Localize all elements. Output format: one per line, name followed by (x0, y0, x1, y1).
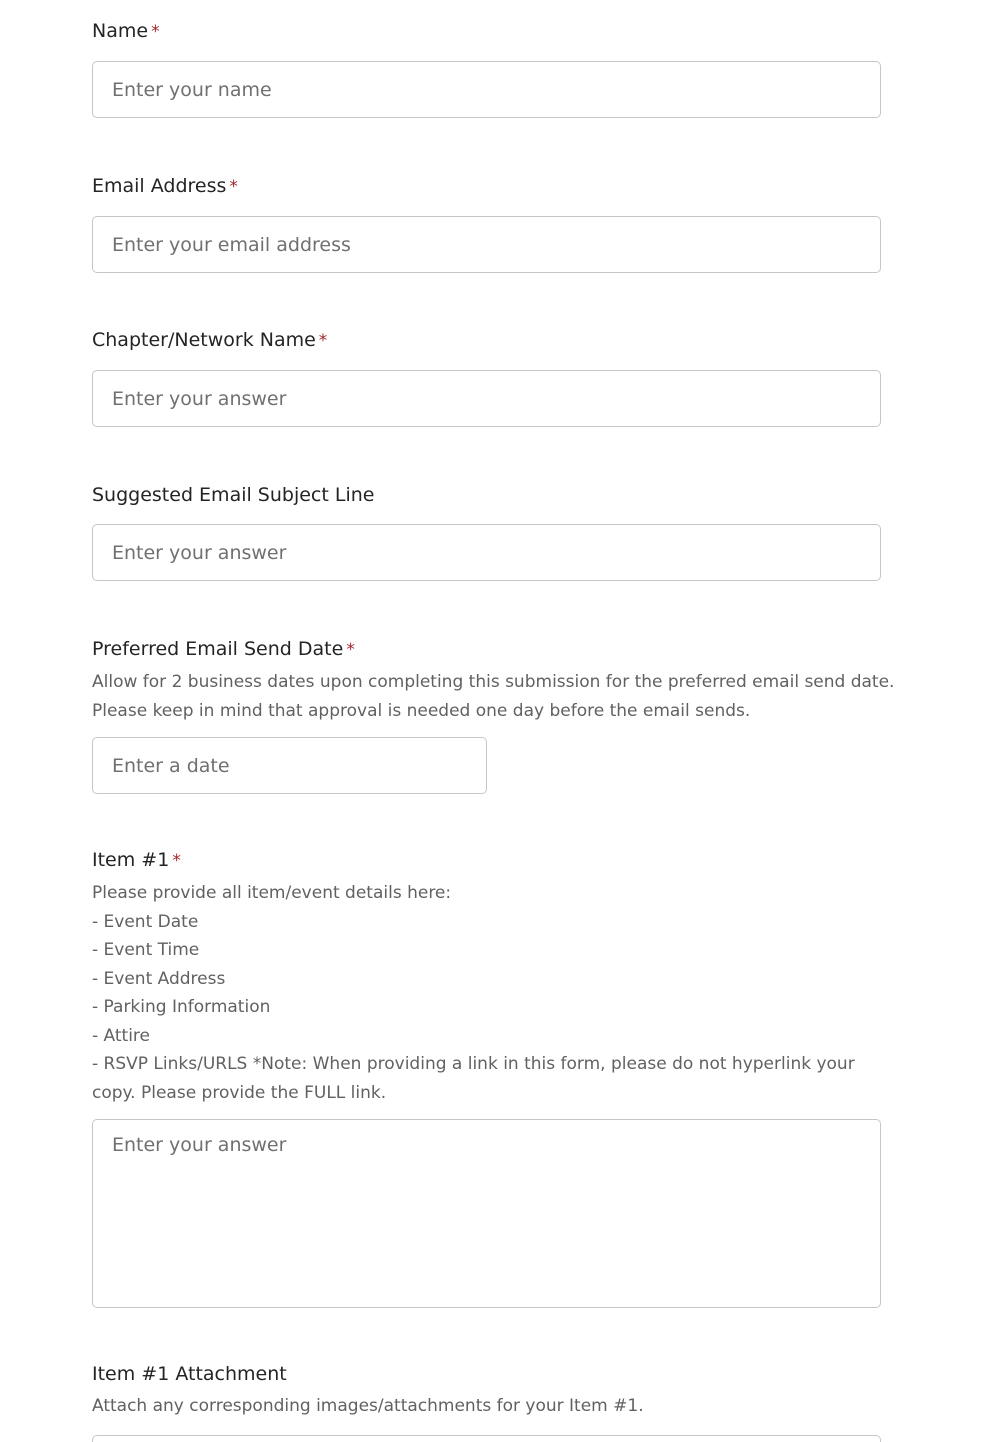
question-send-date (92, 637, 895, 794)
question-label (92, 848, 881, 873)
description-line: - Attire (92, 1025, 150, 1046)
description-line: Allow for 2 business dates upon completing this submission for the preferred email send date. (92, 672, 895, 692)
question-subject (92, 483, 881, 581)
upload-file-area[interactable] (92, 1435, 881, 1442)
description-line: - RSVP Links/URLS *Note: When providing a link in this form, please do not hyperlink your (92, 1054, 855, 1074)
question-email (92, 174, 881, 273)
required-asterisk: * (318, 331, 328, 351)
email-input[interactable] (92, 216, 881, 273)
question-item1 (92, 848, 881, 1308)
question-chapter (92, 328, 881, 427)
description-line: - Event Date (92, 911, 199, 932)
description-line: Attach any corresponding images/attachments for your Item #1. (92, 1396, 644, 1416)
question-label (92, 1362, 881, 1386)
description-line: - Event Time (92, 940, 200, 960)
question-description (92, 1392, 881, 1421)
question-label (92, 328, 881, 353)
chapter-label-text: Chapter/Network Name (92, 329, 316, 351)
question-label (92, 637, 881, 662)
description-line: Please provide all item/event details here: (92, 883, 452, 903)
question-description (92, 668, 895, 725)
email-label-text: Email Address (92, 175, 227, 197)
required-asterisk: * (229, 177, 238, 197)
item1-textarea[interactable] (92, 1119, 881, 1308)
chapter-input[interactable] (92, 370, 881, 427)
description-line: - Event Address (92, 968, 226, 989)
item1-label-text: Item #1 (92, 849, 170, 871)
description-line: copy. Please provide the FULL link. (92, 1082, 387, 1103)
question-description (92, 879, 881, 1107)
attachment-label-text: Item #1 Attachment (92, 1363, 287, 1385)
question-item1-attachment (92, 1362, 881, 1442)
subject-label-text: Suggested Email Subject Line (92, 484, 375, 506)
send-date-input[interactable] (92, 737, 487, 794)
required-asterisk: * (346, 640, 355, 660)
description-line: - Parking Information (92, 997, 271, 1017)
question-name (92, 19, 881, 118)
name-label-text: Name (92, 20, 149, 42)
required-asterisk: * (172, 851, 181, 871)
description-line: Please keep in mind that approval is needed one day before the email sends. (92, 700, 751, 721)
question-label (92, 19, 881, 44)
name-input[interactable] (92, 61, 881, 118)
question-label (92, 174, 881, 199)
question-label (92, 483, 881, 507)
required-asterisk: * (151, 22, 160, 42)
subject-input[interactable] (92, 524, 881, 581)
send-date-label-text: Preferred Email Send Date (92, 638, 344, 660)
